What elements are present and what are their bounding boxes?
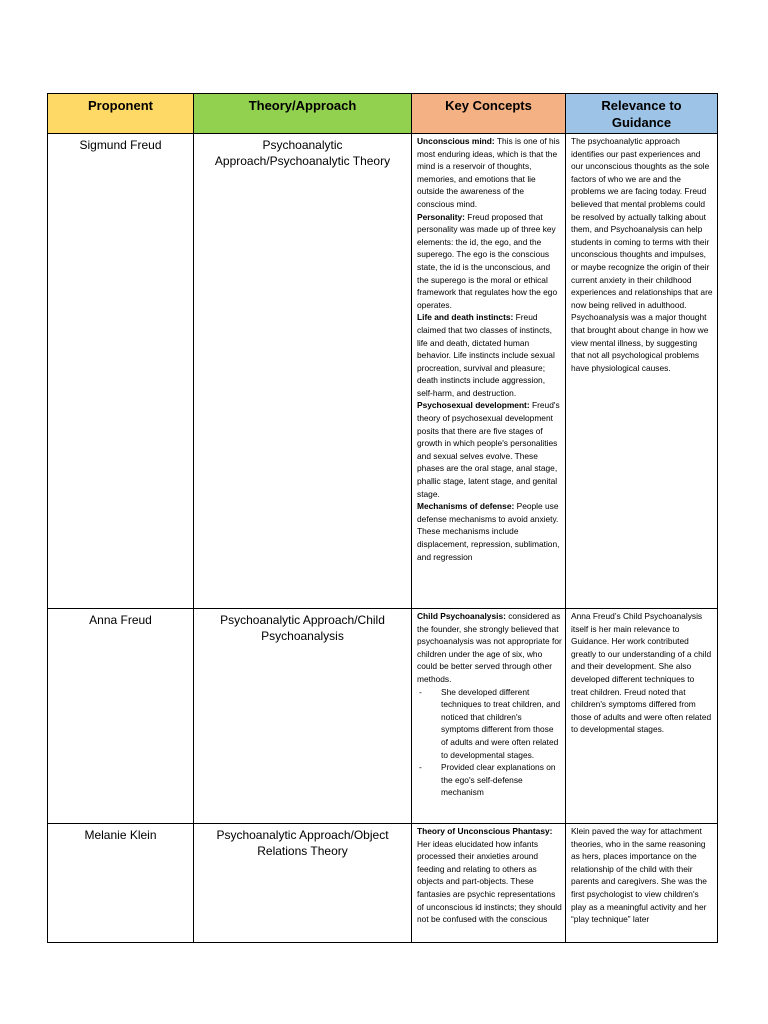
theories-table: [47, 93, 718, 943]
list-item: - She developed different techniques to treat children, and noticed that children's symptoms different from those of adults and were often related to developmental stages.: [417, 686, 562, 762]
relevance-text: Anna Freud’s Child Psychoanalysis itself is her main relevance to Guidance. Her work contributed greatly to our understanding of a child and their development. She also developed different techniques to: [571, 611, 712, 684]
proponent-name: Anna Freud: [89, 613, 152, 627]
header-theory: Theory/Approach: [194, 94, 412, 134]
table-row-freud: [48, 134, 718, 609]
theory-cell: [194, 609, 412, 824]
concept-item: Child Psychoanalysis: considered as the founder, she strongly believed that psychoanalysis was not appropriate for children under the age of six, who could be better served through other methods.: [417, 611, 562, 684]
relevance-cell: [566, 134, 718, 609]
key-concepts-cell: [412, 134, 566, 609]
proponent-cell: [48, 824, 194, 943]
theory-cell: [194, 824, 412, 943]
list-item: - Provided clear explanations on the ego's self-defense mechanism: [417, 761, 562, 799]
key-concepts-cell: [412, 609, 566, 824]
header-key-concepts: Key Concepts: [412, 94, 566, 134]
header-relevance: Relevance to Guidance: [566, 94, 718, 134]
relevance-cell: [566, 609, 718, 824]
proponent-cell: [48, 609, 194, 824]
concept-item: Mechanisms of defense: People use defense mechanisms to avoid anxiety. These mechanisms include displacement, repression, sublimation, and regression: [417, 501, 560, 562]
concept-bullet-list: [417, 686, 562, 799]
header-row: [48, 94, 718, 134]
theory-name: Psychoanalytic Approach/Object Relations Theory: [216, 828, 389, 858]
concept-item: Personality: Freud proposed that personality was made up of three key elements: the id, the ego, and the superego. The ego is the conscious state, the id is the unconscious, and the superego is the moral or ethical framework that regulates how the ego operates.: [417, 211, 558, 310]
theory-cell: [194, 134, 412, 609]
proponent-name: Sigmund Freud: [79, 138, 162, 152]
concept-item: Theory of Unconscious Phantasy: Her ideas elucidated how infants processed their anxieties around feeding and relating to others as objects and part-objects. These fantasies are psychic representations of unconscious id instincts; they should not be confused with the conscious: [417, 826, 562, 925]
concept-item: Life and death instincts: Freud claimed that two classes of instincts, life and death, dictated human behavior. Life instincts include sexual procreation, survival and pleasure; death instincts include aggression, self-harm, and destruction.: [417, 312, 555, 398]
theory-name: Psychoanalytic Approach/Psychoanalytic Theory: [214, 138, 391, 168]
key-concepts-cell: [412, 824, 566, 943]
concept-item: Unconscious mind: This is one of his most enduring ideas, which is that the mind is a reservoir of thoughts, memories, and emotions that lie outside the awareness of the conscious mind.: [417, 136, 560, 209]
theory-name: Psychoanalytic Approach/Child Psychoanalysis: [220, 613, 385, 643]
relevance-text: The psychoanalytic approach identifies our past experiences and our unconscious thoughts as the sole factors of who we are and the problems we are facing today. Freud believed that mental problems could be resolved by actually talking about them, and Psychoanalysis can help students in coming to terms with their unconscious thoughts and impulses, or maybe recognize the origin of their current anxiety in their childhood experiences and relationships that are now being relived in adulthood. Psychoanalysis was a major thought that brought about change in how we view mental illness, by suggesting that not all psychological problems have physiological causes.: [571, 136, 713, 373]
relevance-cell: [566, 824, 718, 943]
table-row-anna-freud: [48, 609, 718, 824]
relevance-text: treat children. Freud noted that children's symptoms differed from those of adults and were often related to developmental stages.: [571, 686, 712, 735]
concept-item: Psychosexual development: Freud's theory of psychosexual development posits that there are five stages of growth in which people's personalities and sexual selves evolve. These phases are the oral stage, anal stage, phallic stage, latent stage, and genital stage.: [417, 400, 560, 499]
relevance-text: Klein paved the way for attachment theories, who in the same reasoning as hers, places importance on the relationship of the child with their parents and caregivers. She was the first psychologist to view children's play as a meaningful activity and her “play technique” later: [571, 826, 707, 925]
table-row-melanie-klein: [48, 824, 718, 943]
proponent-name: Melanie Klein: [84, 828, 157, 842]
header-proponent: Proponent: [48, 94, 194, 134]
proponent-cell: [48, 134, 194, 609]
